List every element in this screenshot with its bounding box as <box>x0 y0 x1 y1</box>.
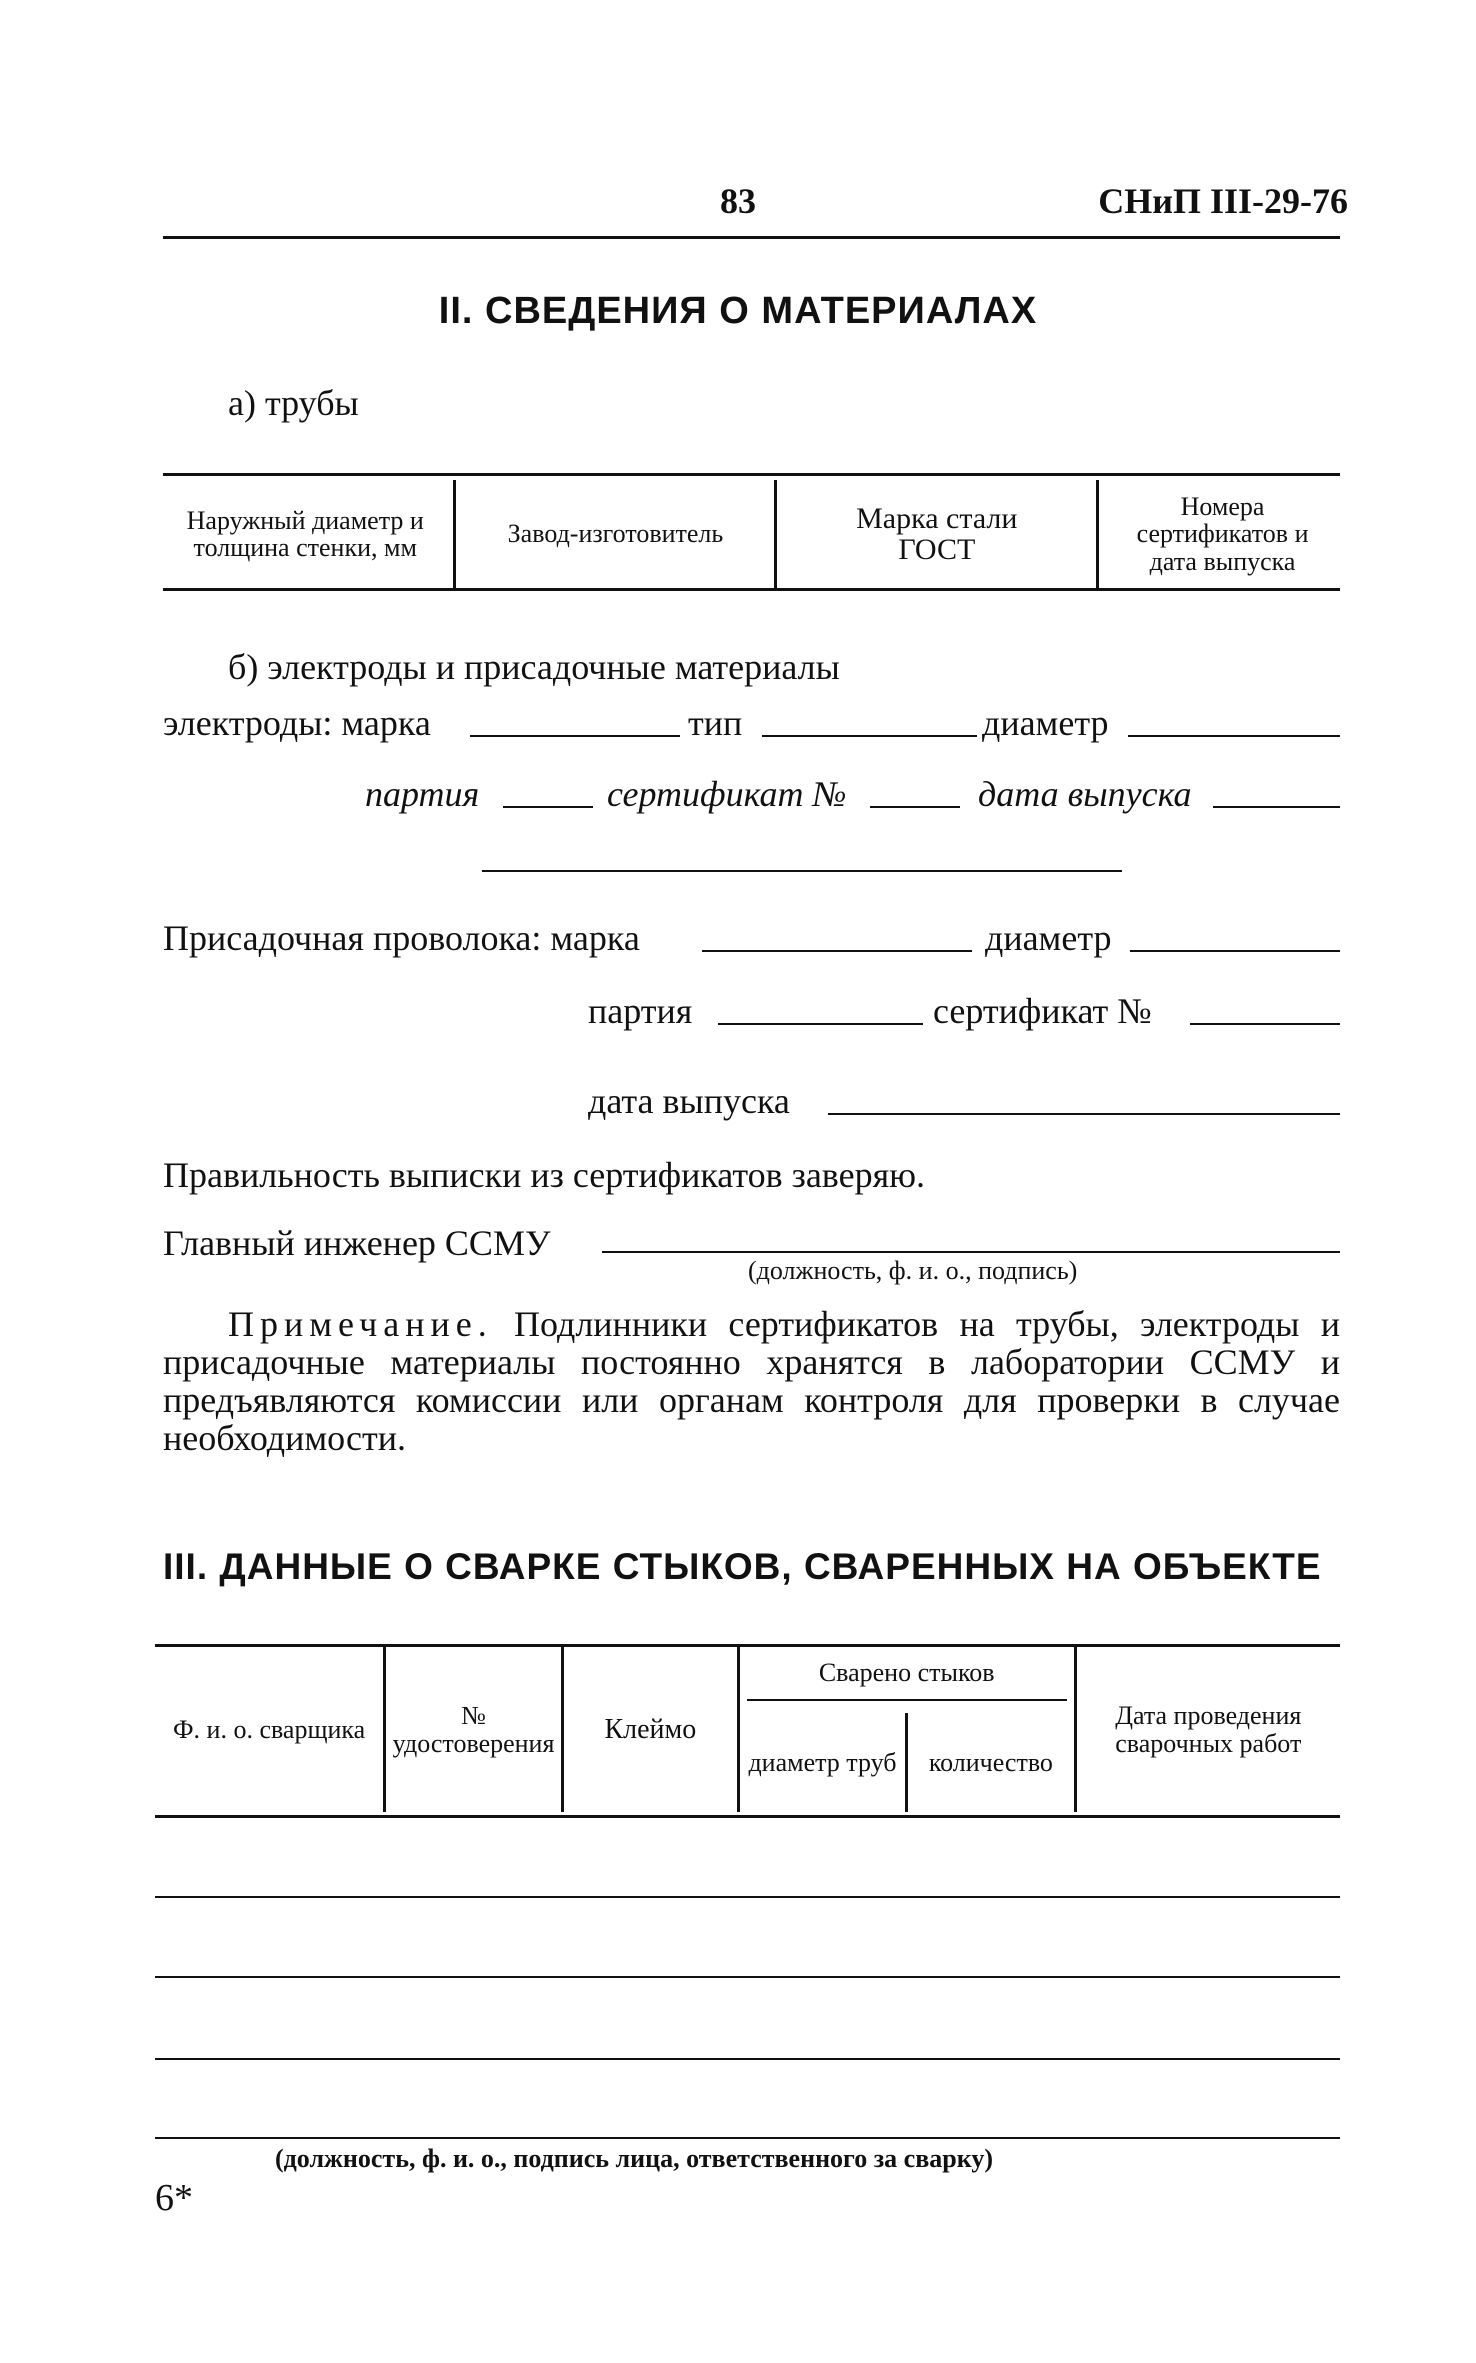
welds-table-header-rule <box>155 1815 1340 1818</box>
section-2-title: II. СВЕДЕНИЯ О МАТЕРИАЛАХ <box>438 290 1038 332</box>
note-text: Подлинники сертификатов на трубы, электроды и присадочные материалы постоянно хранятся в лаборатории ССМУ и предъявляются комиссии или органам контроля для проверки в случае необходимости. <box>163 1304 1340 1458</box>
welds-col-certificate: № удостоверения <box>385 1647 563 1812</box>
wire-certificate-line <box>1190 1023 1340 1025</box>
electrodes-issue-date-line <box>1213 806 1340 808</box>
page-number: 83 <box>720 181 756 221</box>
pipes-col-steel-grade: Марка стали ГОСТ <box>776 480 1098 588</box>
welds-col-date: Дата проведения сварочных работ <box>1075 1647 1340 1812</box>
electrodes-diameter-label: диаметр <box>982 703 1109 743</box>
pipes-label: а) трубы <box>228 383 359 423</box>
welds-footer-caption: (должность, ф. и. о., подпись лица, ответственного за сварку) <box>275 2144 993 2173</box>
note-word: Примечание. <box>228 1304 493 1344</box>
welds-col-pipe-diameter: диаметр труб <box>738 1713 906 1812</box>
electrodes-type-label: тип <box>688 703 743 743</box>
electrodes-extra-line <box>482 870 1122 872</box>
welds-row-line-3 <box>155 2058 1340 2060</box>
document-code: СНиП III-29-76 <box>1098 181 1348 221</box>
wire-certificate-label: сертификат № <box>933 991 1152 1031</box>
certify-statement: Правильность выписки из сертификатов заверяю. <box>163 1155 926 1195</box>
wire-issue-date-line <box>828 1113 1340 1115</box>
wire-issue-date-label: дата выпуска <box>588 1081 790 1121</box>
pipes-col-certificates: Номера сертификатов и дата выпуска <box>1098 480 1340 588</box>
electrodes-brand-label: электроды: марка <box>163 703 431 743</box>
wire-diameter-line <box>1130 950 1340 952</box>
welds-row-line-1 <box>155 1896 1340 1898</box>
signature-mark: 6* <box>155 2177 193 2219</box>
welds-row-line-2 <box>155 1976 1340 1978</box>
welds-col-welder: Ф. и. о. сварщика <box>173 1714 366 1744</box>
pipes-col-manufacturer: Завод-изготовитель <box>455 480 776 588</box>
note-paragraph <box>163 1305 1340 1457</box>
welds-col-count: количество <box>907 1713 1075 1812</box>
welds-group-welded-label: Сварено стыков <box>747 1659 1067 1700</box>
electrodes-diameter-line <box>1128 735 1340 737</box>
wire-diameter-label: диаметр <box>985 918 1112 958</box>
wire-brand-label: Присадочная проволока: марка <box>163 918 640 958</box>
electrodes-label: б) электроды и присадочные материалы <box>228 647 840 687</box>
electrodes-certificate-label: сертификат № <box>607 774 847 814</box>
header-rule <box>163 236 1340 239</box>
section-3-title: III. ДАННЫЕ О СВАРКЕ СТЫКОВ, СВАРЕННЫХ НА ОБЪЕКТЕ <box>163 1546 1322 1587</box>
pipes-col-diameter: Наружный диаметр и толщина стенки, мм <box>186 505 424 562</box>
electrodes-certificate-line <box>870 806 960 808</box>
wire-brand-line <box>702 950 972 952</box>
welds-col-stamp: Клеймо <box>562 1647 738 1812</box>
welds-signature-line <box>155 2137 1340 2139</box>
welds-group-welded <box>738 1647 1075 1713</box>
electrodes-type-line <box>762 735 977 737</box>
wire-batch-line <box>718 1023 923 1025</box>
electrodes-brand-line <box>470 735 680 737</box>
electrodes-batch-label: партия <box>365 774 480 814</box>
electrodes-issue-date-label: дата выпуска <box>978 774 1192 814</box>
chief-engineer-signature-line <box>602 1251 1340 1253</box>
electrodes-batch-line <box>503 806 593 808</box>
wire-batch-label: партия <box>588 991 693 1031</box>
chief-engineer-label: Главный инженер ССМУ <box>163 1223 551 1263</box>
pipes-table <box>163 480 1340 588</box>
chief-engineer-caption: (должность, ф. и. о., подпись) <box>748 1256 1078 1285</box>
pipes-table-bottom-rule <box>163 588 1340 591</box>
welds-table <box>155 1647 1340 1812</box>
pipes-table-top-rule <box>163 473 1340 476</box>
